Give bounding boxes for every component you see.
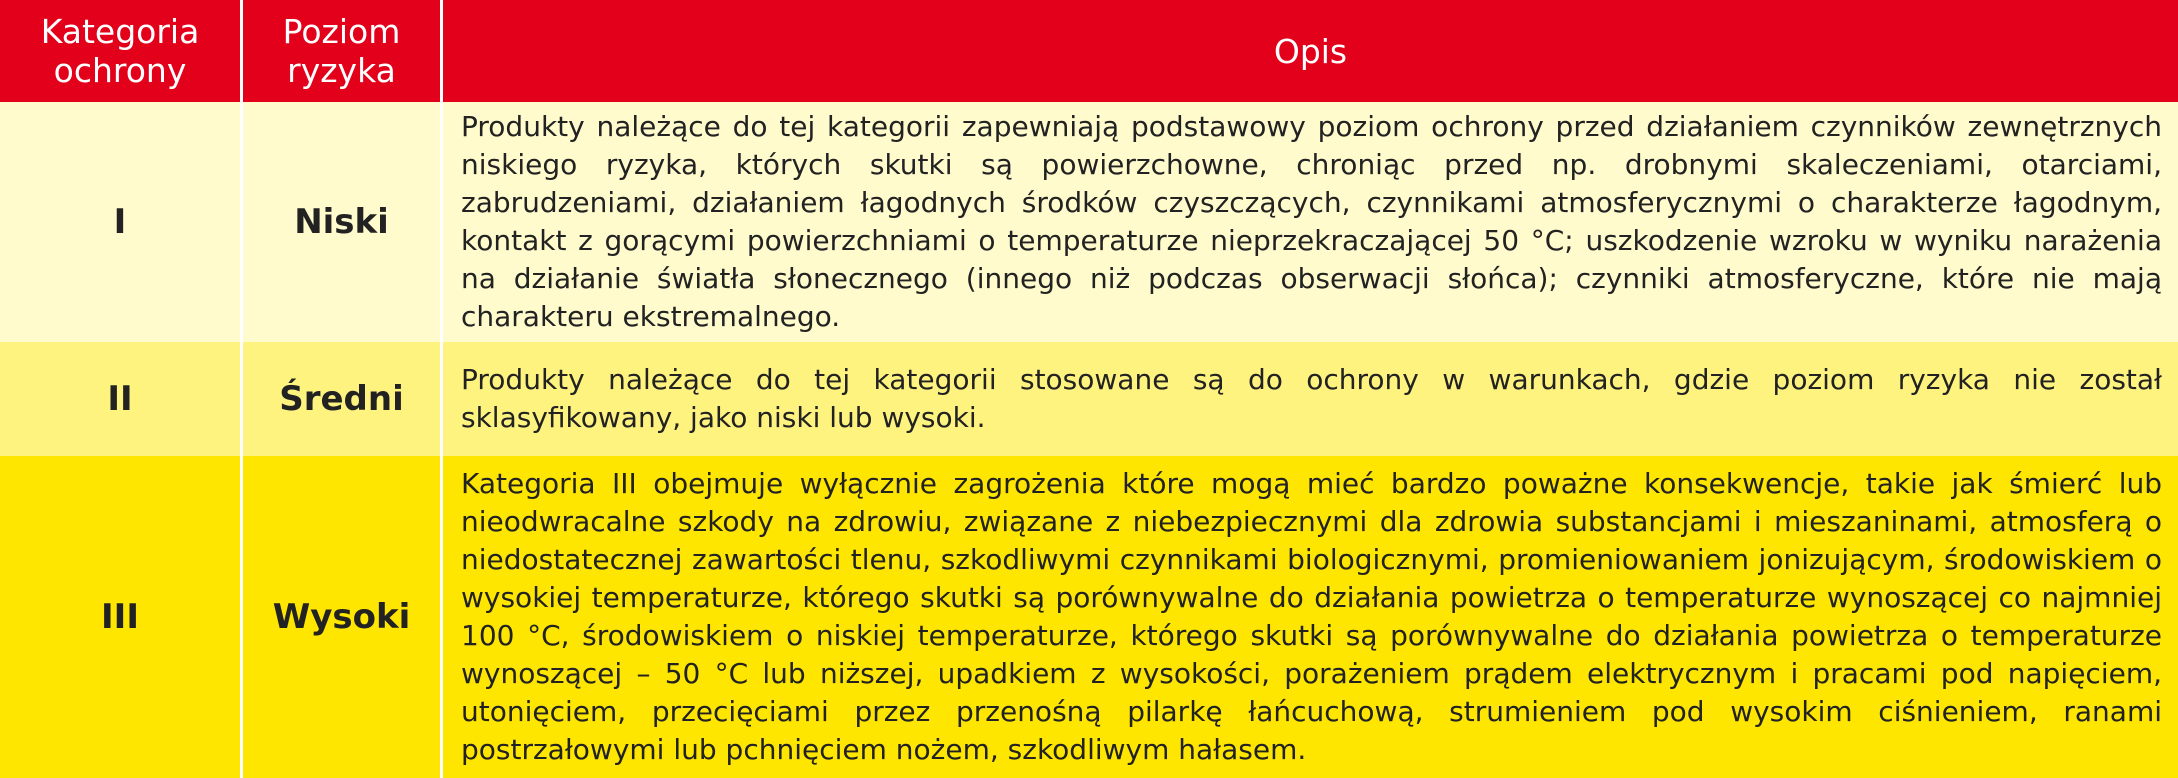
description-cell: [443, 342, 2178, 456]
header-category: Kategoria ochrony: [0, 0, 243, 102]
category-cell: III: [0, 456, 243, 778]
category-cell: II: [0, 342, 243, 456]
risk-level-cell: Średni: [243, 342, 443, 456]
table-header: [0, 0, 2178, 102]
header-description: Opis: [1273, 31, 1348, 71]
table-row: [0, 456, 2178, 778]
description-cell: [443, 456, 2178, 778]
risk-level-cell: Niski: [243, 102, 443, 342]
description-text: Kategoria III obejmuje wyłącznie zagrożenia które mogą mieć bardzo poważne konsekwencje, takie jak śmierć lub nieodwracalne szkody na zdrowiu, związane z niebezpiecznymi dla zdrowia substancjami i mieszaninami, atmosferą o niedostatecznej zawartości tlenu, szkodliwymi czynnikami biologicznymi, promieniowaniem jonizującym, środowiskiem o wysokiej temperaturze, którego skutki są porównywalne do działania powietrza o temperaturze wynoszącej co najmniej 100 °C, środowiskiem o niskiej temperaturze, którego skutki są porównywalne do działania powietrza o temperaturze wynoszącej – 50 °C lub niższej, upadkiem z wysokości, porażeniem prądem elektrycznym i pracami pod napięciem, utonięciem, przecięciami przez przenośną pilarkę łańcuchową, strumieniem pod wysokim ciśnieniem, ranami postrzałowymi lub pchnięciem nożem, szkodliwym hałasem.: [461, 467, 2162, 766]
description-text: Produkty należące do tej kategorii stosowane są do ochrony w warunkach, gdzie poziom ryzyka nie został sklasyfikowany, jako niski lub wysoki.: [461, 363, 2162, 434]
category-cell: I: [0, 102, 243, 342]
table-row: [0, 342, 2178, 456]
table-row: [0, 102, 2178, 342]
description-text: Produkty należące do tej kategorii zapewniają podstawowy poziom ochrony przed działaniem czynników zewnętrznych niskiego ryzyka, których skutki są powierzchowne, chroniąc przed np. drobnymi skaleczeniami, otarciami, zabrudzeniami, działaniem łagodnych środków czyszczących, czynnikami atmosferycznymi o charakterze łagodnym, kontakt z gorącymi powierzchniami o temperaturze nieprzekraczającej 50 °C; uszkodzenie wzroku w wyniku narażenia na działanie światła słonecznego (innego niż podczas obserwacji słońca); czynniki atmosferyczne, które nie mają charakteru ekstremalnego.: [461, 110, 2162, 333]
risk-level-cell: Wysoki: [243, 456, 443, 778]
description-cell: [443, 102, 2178, 342]
header-risk-level: Poziom ryzyka: [243, 0, 443, 102]
